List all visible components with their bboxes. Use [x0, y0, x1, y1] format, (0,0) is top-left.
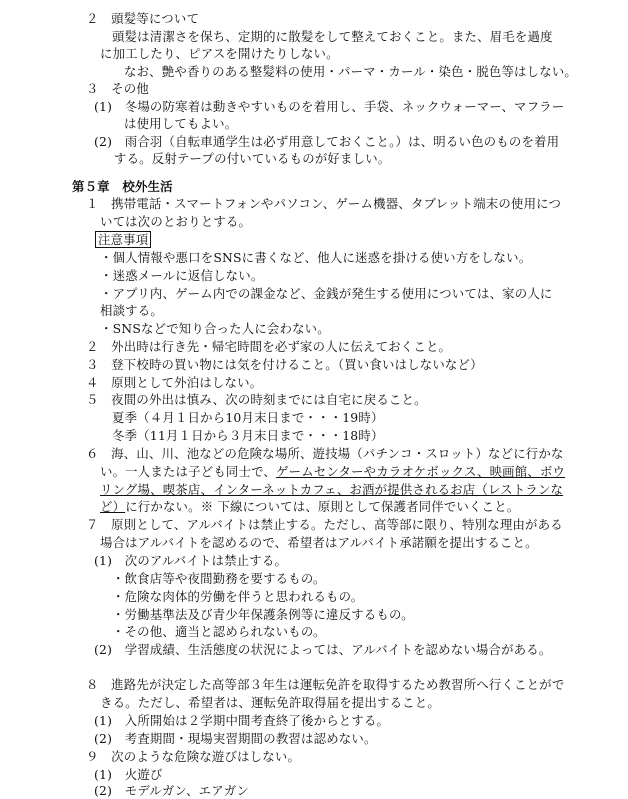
chapter-title: 第５章 校外生活 [72, 179, 173, 194]
paragraph-line: に加工したり、ピアスを開けたりしない。 [100, 46, 339, 61]
paragraph-line: 相談する。 [100, 303, 163, 318]
list-item: (2) 考査期間・現場実習期間の教習は認めない。 [94, 731, 377, 746]
underlined-text: ど） [100, 499, 126, 514]
list-item: ９ 次のような危険な遊びはしない。 [86, 749, 301, 764]
list-item: (2) 雨合羽（自転車通学生は必ず用意しておくこと。）は、明るい色のものを着用 [94, 134, 560, 149]
paragraph-line [100, 498, 519, 515]
paragraph-line: きる。ただし、希望者は、運転免許取得届を提出すること。 [100, 695, 440, 710]
bullet-item: ・個人情報や悪口をSNSに書くなど、他人に迷惑を掛ける使い方をしない。 [100, 250, 532, 265]
bullet-item: ・危険な肉体的労働を伴うと思われるもの。 [112, 589, 364, 604]
paragraph-line: なお、艶や香りのある整髪料の使用・パーマ・カール・染色・脱色等はしない。 [124, 64, 578, 79]
paragraph-line [100, 463, 565, 480]
paragraph-line: する。反射テープの付いているものが好ましい。 [114, 151, 391, 166]
paragraph-line: 場合はアルバイトを認めるので、希望者はアルバイト承諾願を提出すること。 [100, 535, 538, 550]
bullet-item: ・アプリ内、ゲーム内での課金など、金銭が発生する使用については、家の人に [100, 286, 553, 301]
list-item: ３ 登下校時の買い物には気を付けること。（買い食いはしないなど） [86, 357, 483, 372]
bullet-item: ・SNSなどで知り合った人に会わない。 [100, 321, 330, 336]
bullet-item: ・迷惑メールに返信しない。 [100, 268, 264, 283]
list-item: ６ 海、山、川、池などの危険な場所、遊技場（パチンコ・スロット）などに行かな [86, 446, 564, 461]
list-item: (1) 冬場の防寒着は動きやすいものを着用し、手袋、ネックウォーマー、マフラー [94, 99, 565, 114]
paragraph-line: 冬季（11月１日から３月末日まで・・・18時） [112, 428, 384, 443]
list-item: (1) 火遊び [94, 767, 163, 782]
list-item: (1) 入所開始は２学期中間考査終了後からとする。 [94, 713, 390, 728]
list-item: ７ 原則として、アルバイトは禁止する。ただし、高等部に限り、特別な理由がある [86, 517, 563, 532]
list-item: ４ 原則として外泊はしない。 [86, 375, 263, 390]
list-item: １ 携帯電話・スマートフォンやパソコン、ゲーム機器、タブレット端末の使用につ [86, 196, 562, 211]
plain-text: に行かない。※ 下線については、原則として保護者同伴でいくこと。 [125, 499, 520, 514]
paragraph-line: いては次のとおりとする。 [100, 214, 252, 229]
list-item: (2) 学習成績、生活態度の状況によっては、アルバイトを認めない場合がある。 [94, 642, 552, 657]
bullet-item: ・労働基準法及び青少年保護条例等に違反するもの。 [112, 607, 414, 622]
paragraph-line: は使用してもよい。 [124, 116, 238, 131]
list-item: (2) モデルガン、エアガン [94, 783, 249, 798]
notice-label: 注意事項 [95, 231, 151, 248]
section-heading: ３ その他 [86, 81, 149, 96]
paragraph-line: 頭髪は清潔さを保ち、定期的に散髪をして整えておくこと。また、眉毛を過度 [112, 29, 553, 44]
list-item: ２ 外出時は行き先・帰宅時間を必ず家の人に伝えておくこと。 [86, 339, 452, 354]
section-heading: ２ 頭髪等について [86, 11, 200, 26]
list-item: ８ 進路先が決定した高等部３年生は運転免許を取得するため教習所へ行くことがで [86, 677, 565, 692]
list-item: (1) 次のアルバイトは禁止する。 [94, 553, 288, 568]
list-item: ５ 夜間の外出は慎み、次の時刻までには自宅に戻ること。 [86, 392, 427, 407]
underlined-text: リング場、喫茶店、インターネットカフェ、お酒が提供されるお店（レストランな [100, 482, 564, 497]
bullet-item: ・その他、適当と認められないもの。 [112, 624, 326, 639]
bullet-item: ・飲食店等や夜間勤務を要するもの。 [112, 571, 326, 586]
notice-box-wrap [95, 231, 151, 248]
paragraph-line: 夏季（４月１日から10月末日まで・・・19時） [112, 410, 384, 425]
underlined-text: ゲームセンターやカラオケボックス、映画館、ボウ [276, 464, 566, 479]
plain-text: い。一人または子ども同士で、 [100, 464, 277, 479]
